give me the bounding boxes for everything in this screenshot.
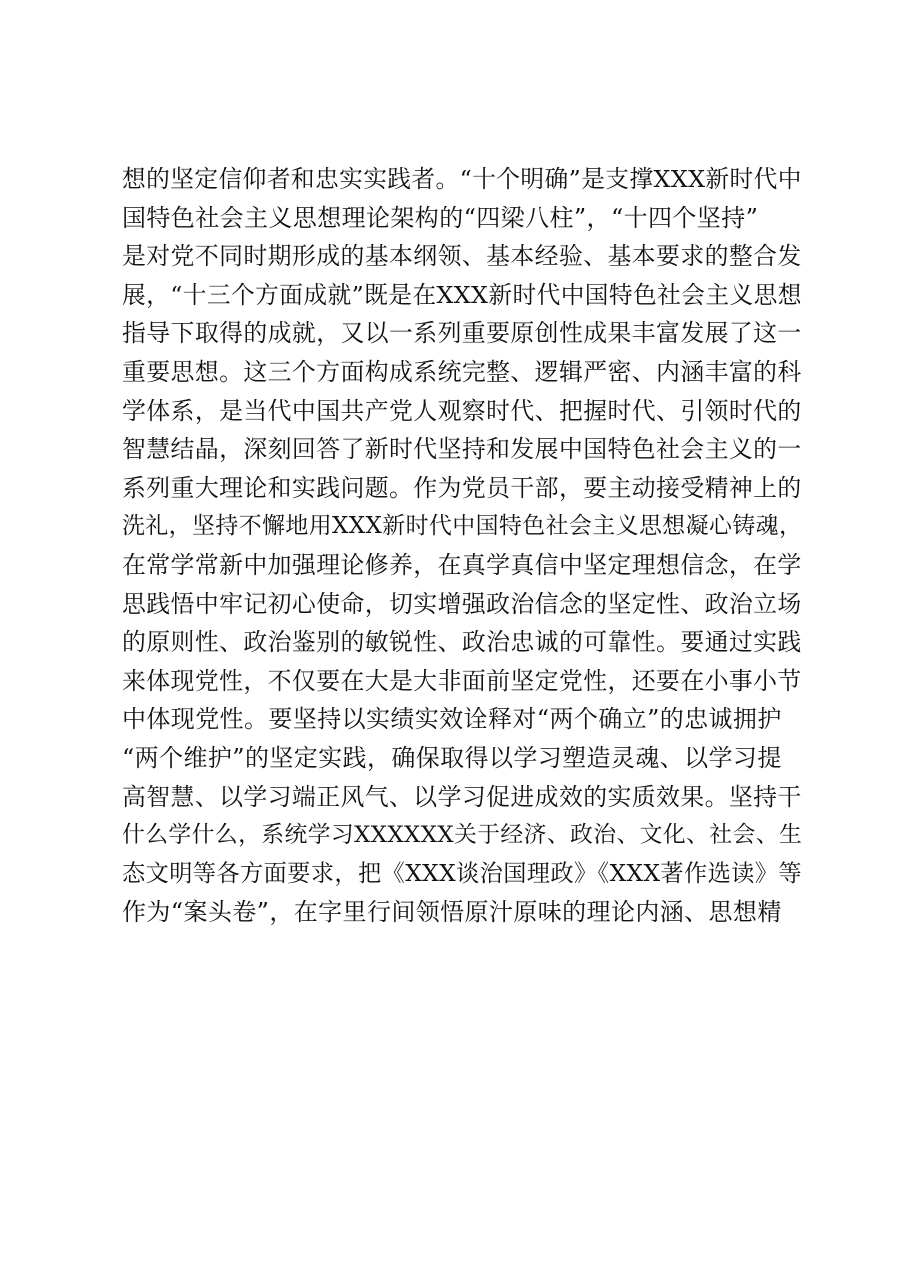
text-line: 来体现党性，不仅要在大是大非面前坚定党性，还要在小事小节	[122, 666, 802, 695]
text-line: 智慧结晶，深刻回答了新时代坚持和发展中国特色社会主义的一	[122, 435, 802, 464]
text-line: 学体系，是当代中国共产党人观察时代、把握时代、引领时代的	[122, 396, 802, 425]
text-line: 是对党不同时期形成的基本纲领、基本经验、基本要求的整合发	[122, 242, 802, 271]
body-paragraph	[122, 160, 802, 932]
text-line: 展，“十三个方面成就”既是在XXX新时代中国特色社会主义思想	[122, 280, 802, 309]
text-line: 重要思想。这三个方面构成系统完整、逻辑严密、内涵丰富的科	[122, 357, 802, 386]
text-line: 高智慧、以学习端正风气、以学习促进成效的实质效果。坚持干	[122, 782, 802, 811]
text-line: “两个维护”的坚定实践，确保取得以学习塑造灵魂、以学习提	[122, 743, 782, 772]
text-line: 想的坚定信仰者和忠实实践者。“十个明确”是支撑XXX新时代中	[122, 165, 802, 193]
text-line: 作为“案头卷”，在字里行间领悟原汁原味的理论内涵、思想精	[122, 898, 782, 927]
text-line: 在常学常新中加强理论修养，在真学真信中坚定理想信念，在学	[122, 550, 802, 579]
text-line: 什么学什么，系统学习XXXXXX关于经济、政治、文化、社会、生	[122, 822, 803, 849]
text-line: 洗礼，坚持不懈地用XXX新时代中国特色社会主义思想凝心铸魂，	[122, 513, 803, 540]
text-line: 态文明等各方面要求，把《XXX谈治国理政》《XXX著作选读》等	[122, 859, 802, 887]
text-line: 指导下取得的成就，又以一系列重要原创性成果丰富发展了这一	[122, 319, 802, 348]
text-line: 国特色社会主义思想理论架构的“四梁八柱”，“十四个坚持”	[122, 203, 759, 232]
text-line: 思践悟中牢记初心使命，切实增强政治信念的坚定性、政治立场	[122, 589, 802, 618]
text-line: 系列重大理论和实践问题。作为党员干部，要主动接受精神上的	[122, 473, 802, 502]
text-line: 的原则性、政治鉴别的敏锐性、政治忠诚的可靠性。要通过实践	[122, 628, 802, 657]
text-line: 中体现党性。要坚持以实绩实效诠释对“两个确立”的忠诚拥护	[122, 705, 782, 734]
